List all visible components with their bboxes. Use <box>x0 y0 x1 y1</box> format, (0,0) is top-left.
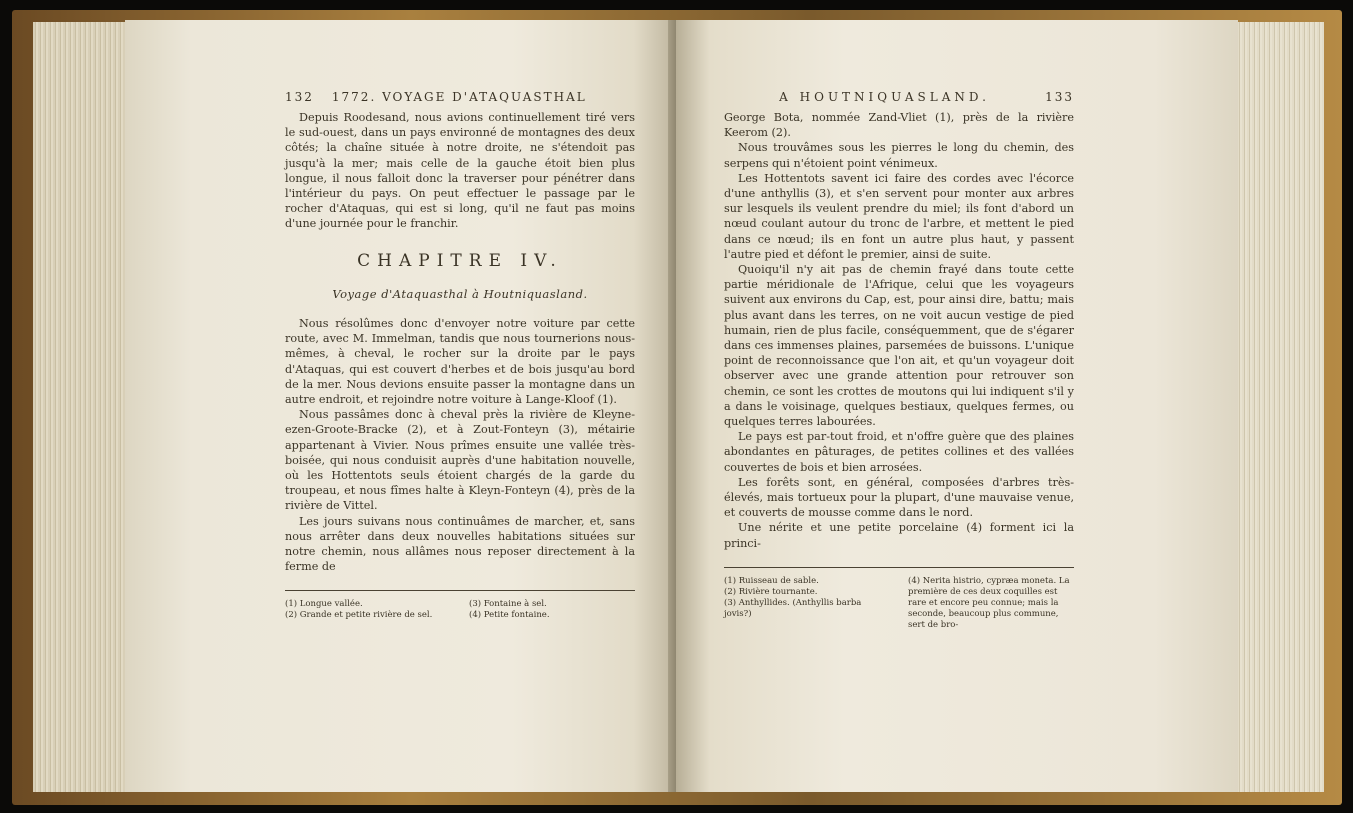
right-paragraph-1: Nous trouvâmes sous les pierres le long du chemin, des serpens qui n'étoient point vénimeux. <box>724 141 1074 170</box>
intro-paragraph: Depuis Roodesand, nous avions continuellement tiré vers le sud-ouest, dans un pays environné de montagnes des deux côtés; la chaîne située à notre droite, ne s'étendoit pas jusqu'à la mer; mais celle de la gauche étoit bien plus longue, il nous falloit donc la traverser pour pénétrer dans l'intérieur du pays. On peut effectuer le passage par le rocher d'Ataquas, qui est si long, qu'il ne faut pas moins d'une journée pour le franchir. <box>285 111 635 231</box>
right-paragraph-5: Les forêts sont, en général, composées d'arbres très-élevés, mais tortueux pour la plupart, d'une mauvaise venue, et couverts de mousse comme dans le nord. <box>724 475 1074 520</box>
footnote: (2) Grande et petite rivière de sel. <box>285 610 433 621</box>
right-footnotes <box>724 576 1074 631</box>
right-paragraph-3: Quoiqu'il n'y ait pas de chemin frayé dans toute cette partie méridionale de l'Afrique, celui que les voyageurs suivent aux environs du Cap, est, pour ainsi dire, battu; mais plus avant dans les terres, on ne voit aucun vestige de pied humain, rien de plus facile, conséquemment, que de s'égarer dans ces immenses plaines, parsemées de buissons. L'unique point de reconnoissance que l'on ait, et qu'un voyageur doit observer avec une grande attention pour retrouver son chemin, ce sont les crottes de moutons qui lui indiquent s'il y a dans le voisinage, quelques bestiaux, quelques fermes, ou quelques terres labourées. <box>724 263 1074 429</box>
left-footnotes-col1 <box>285 599 451 621</box>
footnote: (2) Rivière tournante. <box>724 586 818 597</box>
left-page <box>125 20 678 792</box>
left-running-header <box>285 90 635 104</box>
footnote: (4) Nerita histrio, cypræa moneta. La première de ces deux coquilles est rare et encore peu connue; mais la seconde, beaucoup plus commune, sert de bro- <box>908 575 1070 630</box>
right-header-title: A HOUTNIQUASLAND. <box>779 90 990 104</box>
left-paragraph-3: Les jours suivans nous continuâmes de marcher, et, sans nous arrêter dans deux nouvelles habitations situées sur notre chemin, nous allâmes nous reposer directement à la ferme de <box>285 514 635 574</box>
left-paragraph-2: Nous passâmes donc à cheval près la rivière de Kleyne-ezen-Groote-Bracke (2), et à Zout-Fonteyn (3), métairie appartenant à Vivier. Nous prîmes ensuite une vallée très-boisée, qui nous conduisit auprès d'une habitation nouvelle, où les Hottentots seuls étoient chargés de la garde du troupeau, et nous fîmes halte à Kleyn-Fonteyn (4), près de la rivière de Vittel. <box>285 408 635 513</box>
right-paragraph-6: Une nérite et une petite porcelaine (4) forment ici la princi- <box>724 521 1074 550</box>
right-footnote-rule <box>724 567 1074 568</box>
right-footnotes-col1 <box>724 576 890 631</box>
left-footnotes-col2 <box>469 599 635 621</box>
footnote: (4) Petite fontaine. <box>469 610 550 621</box>
left-text-column <box>285 90 635 621</box>
right-running-header <box>724 90 1074 104</box>
right-body <box>724 110 1074 551</box>
footnote: (3) Fontaine à sel. <box>469 599 547 610</box>
footnote: (1) Longue vallée. <box>285 599 363 610</box>
right-paragraph-0: George Bota, nommée Zand-Vliet (1), près de la rivière Keerom (2). <box>724 111 1074 140</box>
left-page-edges <box>33 22 133 792</box>
right-page <box>676 20 1238 792</box>
right-text-column <box>724 90 1074 631</box>
left-body <box>285 110 635 574</box>
footnote: (3) Anthyllides. (Anthyllis barba jovis?) <box>724 597 862 619</box>
left-footnotes <box>285 599 635 621</box>
right-paragraph-2: Les Hottentots savent ici faire des cordes avec l'écorce d'une anthyllis (3), et s'en servent pour monter aux arbres sur lesquels ils veulent prendre du miel; ils font d'abord un nœud coulant autour du tronc de l'arbre, et mettent le pied dans ce nœud; ils en font un autre plus haut, y passent l'autre pied et défont le premier, ainsi de suite. <box>724 171 1074 261</box>
chapter-subtitle: Voyage d'Ataquasthal à Houtniquasland. <box>332 286 588 301</box>
right-footnotes-col2 <box>908 576 1074 631</box>
left-header-title: 1772. VOYAGE D'ATAQUASTHAL <box>331 90 587 104</box>
footnote: (1) Ruisseau de sable. <box>724 575 819 586</box>
left-paragraph-1: Nous résolûmes donc d'envoyer notre voiture par cette route, avec M. Immelman, tandis que nous tournerions nous-mêmes, à cheval, le rocher sur la droite par le pays d'Ataquas, qui est couvert d'herbes et de bois jusqu'au bord de la mer. Nous devions ensuite passer la montagne dans un autre endroit, et rejoindre notre voiture à Lange-Kloof (1). <box>285 317 635 407</box>
left-page-number: 132 <box>285 90 314 104</box>
chapter-title: CHAPITRE IV. <box>357 250 563 271</box>
right-page-edges <box>1232 22 1324 792</box>
right-paragraph-4: Le pays est par-tout froid, et n'offre guère que des plaines abondantes en pâturages, de petites collines et des vallées couvertes de bois et bien arrosées. <box>724 430 1074 474</box>
left-footnote-rule <box>285 590 635 591</box>
right-page-number: 133 <box>1045 90 1074 104</box>
